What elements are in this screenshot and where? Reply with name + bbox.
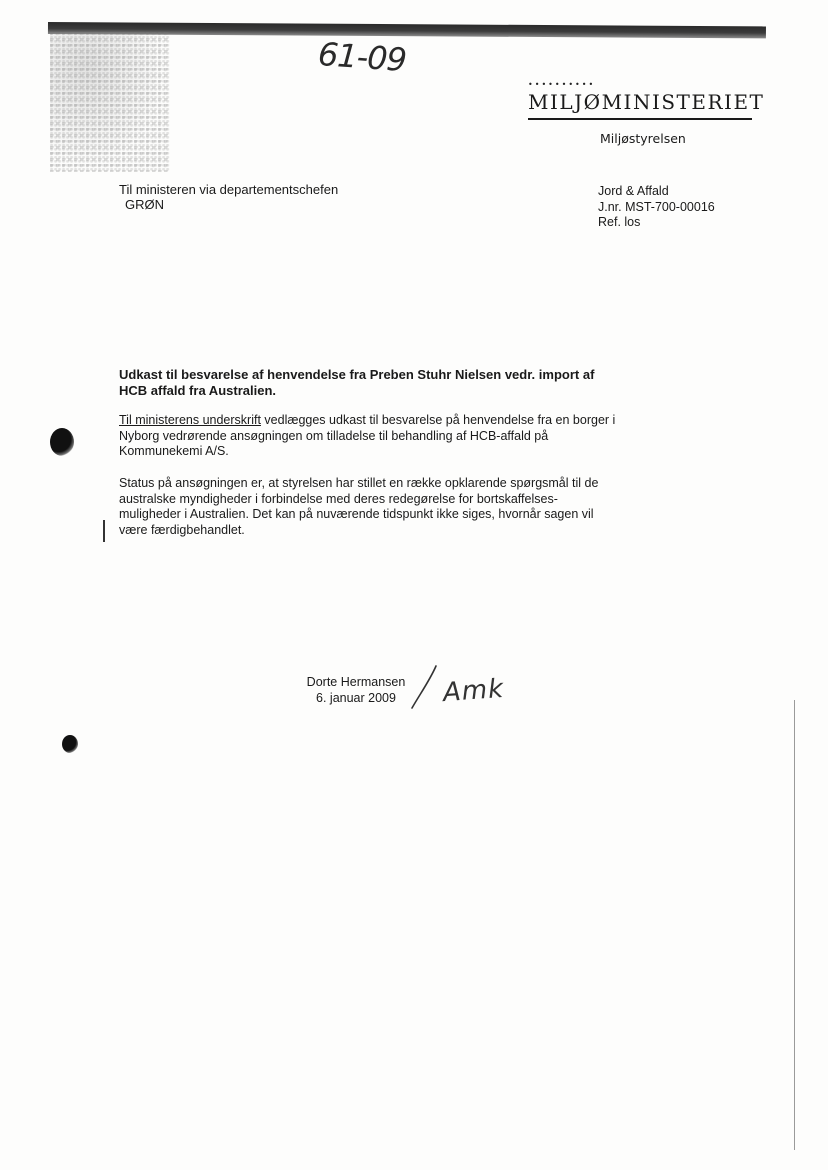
addressee-department: GRØN — [125, 197, 164, 212]
reference-initials: Ref. los — [598, 215, 641, 229]
signer-name: Dorte Hermansen — [306, 675, 406, 689]
signature-date: 6. januar 2009 — [316, 690, 396, 705]
addressee-line: Til ministeren via departementschefen — [119, 182, 339, 197]
subject-heading: Udkast til besvarelse af henvendelse fra Preben Stuhr Nielsen vedr. import af HCB affald fra Australien. — [119, 367, 595, 398]
scan-edge-line — [794, 700, 795, 1150]
handwritten-slash — [406, 664, 446, 710]
paragraph-1-text: vedlægges udkast til besvarelse på henvendelse fra en borger i Nyborg vedrørende ansøgningen om tilladelse til behandling af HCB-affald på Kommunekemi A/S. — [119, 413, 616, 458]
handwritten-initials: Amk — [442, 673, 506, 709]
punch-hole-bottom — [62, 735, 78, 753]
reference-office: Jord & Affald — [598, 184, 669, 198]
handwritten-note: 61-09 — [316, 34, 408, 80]
punch-hole-top — [50, 428, 74, 456]
logo-dots: •••••••••• — [528, 80, 596, 89]
paragraph-1 — [119, 413, 619, 460]
paragraph-2: Status på ansøgningen er, at styrelsen har stillet en række opklarende spørgsmål til de australske myndigheder i forbindelse med deres redegørelse for bortskaffelses-muligheder i Australien. Det kan på nuværende tidspunkt ikke siges, hvornår sagen vil være færdigbehandlet. — [119, 476, 599, 537]
margin-mark — [103, 520, 105, 542]
logo-rule — [528, 118, 752, 120]
scan-smudge — [50, 32, 170, 172]
addressee-block — [119, 182, 338, 212]
agency-name: Miljøstyrelsen — [600, 131, 686, 146]
reference-journal-number: J.nr. MST-700-00016 — [598, 199, 715, 214]
signature-block — [300, 675, 412, 706]
paragraph-1-lead: Til ministerens underskrift — [119, 413, 261, 427]
ministry-logo: MILJØMINISTERIET — [528, 90, 765, 114]
reference-block — [598, 184, 715, 231]
